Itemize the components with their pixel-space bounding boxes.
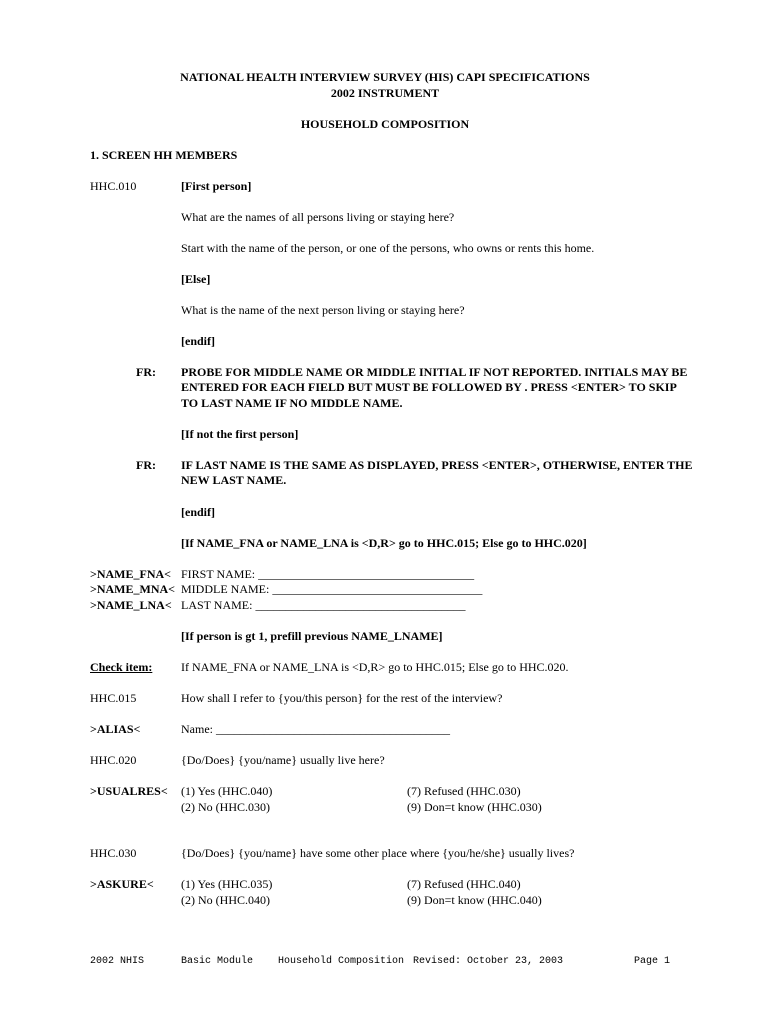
var-name-mna: >NAME_MNA<	[90, 582, 175, 596]
last-name-field: LAST NAME: ___________________________________	[181, 598, 466, 612]
answer-option: (9) Don=t know (HHC.040)	[407, 893, 542, 907]
check-item-label: Check item:	[90, 660, 153, 674]
fr-instruction: PROBE FOR MIDDLE NAME OR MIDDLE INITIAL IF NOT REPORTED. INITIALS MAY BE	[181, 365, 688, 379]
item-id-hhc020: HHC.020	[90, 753, 137, 767]
first-name-field: FIRST NAME: ____________________________________	[181, 567, 475, 581]
question-text: {Do/Does} {you/name} usually live here?	[181, 753, 385, 767]
footer-page-number: Page 1	[634, 956, 671, 967]
var-askure: >ASKURE<	[90, 877, 154, 891]
check-item-text: If NAME_FNA or NAME_LNA is <D,R> go to HHC.015; Else go to HHC.020.	[181, 660, 569, 674]
document-subtitle: 2002 INSTRUMENT	[330, 86, 440, 100]
var-name-fna: >NAME_FNA<	[90, 567, 171, 581]
fr-instruction: ENTERED FOR EACH FIELD BUT MUST BE FOLLOWED BY . PRESS <ENTER> TO SKIP	[181, 380, 677, 394]
answer-option: (1) Yes (HHC.040)	[181, 784, 273, 798]
fr-instruction: TO LAST NAME IF NO MIDDLE NAME.	[181, 396, 403, 410]
var-name-lna: >NAME_LNA<	[90, 598, 172, 612]
prefill-instruction: [If person is gt 1, prefill previous NAME_LNAME]	[181, 629, 443, 643]
document-title: NATIONAL HEALTH INTERVIEW SURVEY (HIS) CAPI SPECIFICATIONS	[180, 70, 590, 84]
question-text: Start with the name of the person, or one of the persons, who owns or rents this home.	[181, 241, 595, 255]
fr-instruction: IF LAST NAME IS THE SAME AS DISPLAYED, PRESS <ENTER>, OTHERWISE, ENTER THE	[181, 458, 693, 472]
footer-section: Household Composition	[278, 956, 405, 967]
condition-not-first: [If not the first person]	[181, 427, 299, 441]
var-alias: >ALIAS<	[90, 722, 141, 736]
middle-name-field: MIDDLE NAME: ___________________________________	[181, 582, 483, 596]
answer-option: (7) Refused (HHC.030)	[407, 784, 521, 798]
section-title: HOUSEHOLD COMPOSITION	[300, 117, 470, 131]
footer-module: Basic Module	[181, 956, 254, 967]
question-text: How shall I refer to {you/this person} for the rest of the interview?	[181, 691, 503, 705]
footer-revised: Revised: October 23, 2003	[413, 956, 564, 967]
condition-endif: [endif]	[181, 334, 215, 348]
answer-option: (9) Don=t know (HHC.030)	[407, 800, 542, 814]
condition-first-person: [First person]	[181, 179, 252, 193]
var-usualres: >USUALRES<	[90, 784, 168, 798]
footer-survey: 2002 NHIS	[90, 956, 145, 967]
alias-name-field: Name: _______________________________________	[181, 722, 450, 736]
condition-endif: [endif]	[181, 505, 215, 519]
skip-instruction: [If NAME_FNA or NAME_LNA is <D,R> go to HHC.015; Else go to HHC.020]	[181, 536, 587, 550]
answer-option: (2) No (HHC.030)	[181, 800, 270, 814]
question-text: What are the names of all persons living or staying here?	[181, 210, 455, 224]
item-id-hhc010: HHC.010	[90, 179, 137, 193]
item-id-hhc015: HHC.015	[90, 691, 137, 705]
fr-instruction: NEW LAST NAME.	[181, 473, 287, 487]
fr-label: FR:	[136, 458, 156, 472]
subsection-title: 1. SCREEN HH MEMBERS	[90, 148, 238, 162]
fr-label: FR:	[136, 365, 156, 379]
condition-else: [Else]	[181, 272, 211, 286]
item-id-hhc030: HHC.030	[90, 846, 137, 860]
question-text: {Do/Does} {you/name} have some other place where {you/he/she} usually lives?	[181, 846, 575, 860]
answer-option: (7) Refused (HHC.040)	[407, 877, 521, 891]
answer-option: (2) No (HHC.040)	[181, 893, 270, 907]
question-text: What is the name of the next person living or staying here?	[181, 303, 465, 317]
answer-option: (1) Yes (HHC.035)	[181, 877, 273, 891]
